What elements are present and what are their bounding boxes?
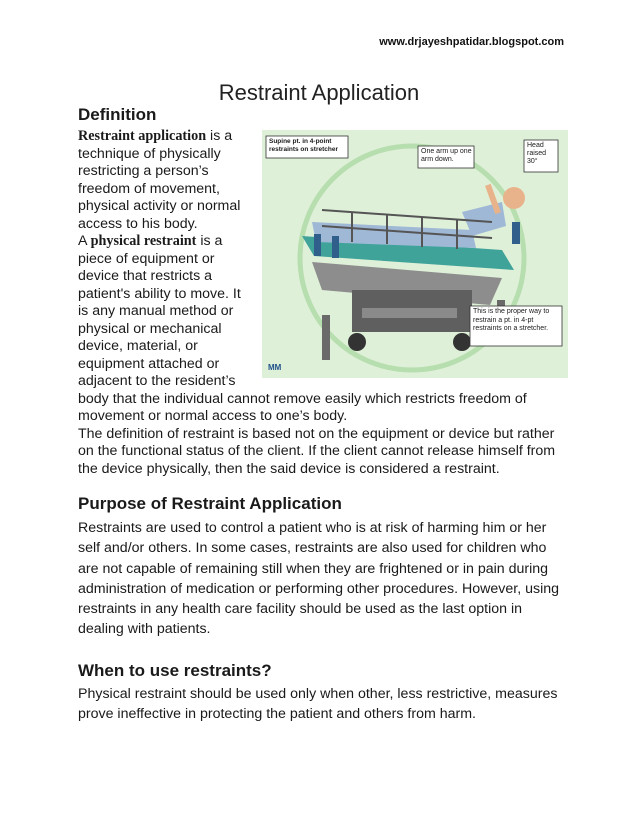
page-title: Restraint Application <box>218 80 420 105</box>
definition-text-2: is a piece of equipment or device that restricts a patient's ability to move. It is any manual method or physical or mechanical device, material, or equipment attached or adjacent to the resident’s body that the individual cannot remove easily which restricts freedom of movement or normal access to one’s body. <box>78 233 527 424</box>
header-url: www.drjayeshpatidar.blogspot.com <box>379 36 564 48</box>
when-heading: When to use restraints? <box>78 661 272 680</box>
definition-heading: Definition <box>78 105 157 124</box>
term-physical-restraint: physical restraint <box>90 233 197 249</box>
figure-label-top: Supine pt. in 4-point restraints on stretcher <box>269 138 338 153</box>
purpose-paragraph: Restraints are used to control a patient who is at risk of harming him or her self and/or others. In some cases, restraints are also used for children who are not capable of remaining still when they are frightened or in pain during administration of medication or performing other procedures. However, using restraints in any health care facility should be used as the last option in dealing with patients. <box>78 520 560 638</box>
illustration-svg <box>262 130 568 378</box>
logo-mark: MM <box>268 363 282 372</box>
purpose-heading: Purpose of Restraint Application <box>78 494 342 513</box>
definition-article: A <box>78 233 91 249</box>
figure-callout-head: Head raised 30° <box>527 142 547 165</box>
wheel-icon <box>453 333 471 351</box>
definition-section <box>78 128 568 478</box>
ankle-restraint <box>314 234 321 256</box>
wrist-restraint <box>512 222 520 244</box>
term-restraint-application: Restraint application <box>78 128 207 144</box>
definition-text-1: is a technique of physically restricting a person’s freedom of movement, physical activity or normal access to his body. <box>78 128 241 232</box>
patient-head <box>503 187 525 209</box>
stretcher-restraint-illustration <box>262 130 568 378</box>
definition-text-3: The definition of restraint is based not on the equipment or device but rather on the functional status of the client. If the client cannot release himself from the device physically, then the said device is considered a restraint. <box>78 425 556 477</box>
wheel-icon <box>348 333 366 351</box>
figure-callout-arm: One arm up one arm down. <box>421 148 472 163</box>
when-paragraph: Physical restraint should be used only when other, less restrictive, measures prove ineffective in protecting the patient and others from harm. <box>78 686 558 723</box>
figure-callout-proper: This is the proper way to restrain a pt. in 4-pt restraints on a stretcher. <box>473 308 550 332</box>
